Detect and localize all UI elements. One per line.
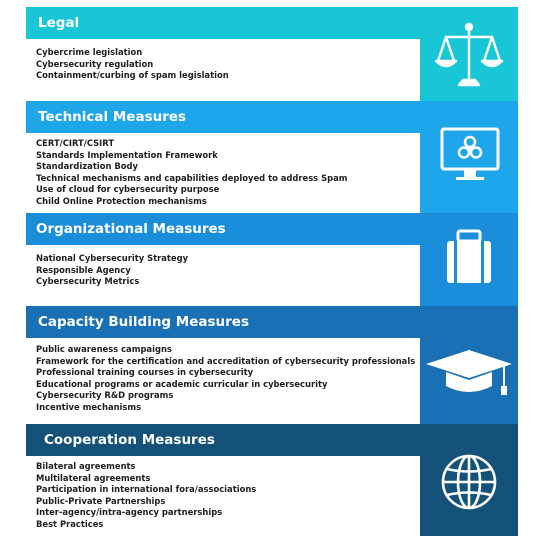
list-item: Bilateral agreements [36, 461, 136, 471]
item-list [36, 461, 256, 530]
briefcase-icon [420, 213, 518, 306]
section-legal [26, 7, 518, 101]
list-item: Cybersecurity R&D programs [36, 390, 174, 400]
biohazard-monitor-icon [420, 101, 518, 213]
list-item: Technical mechanisms and capabilities deployed to address Spam [36, 172, 348, 183]
list-item: CERT/CIRT/CSIRT [36, 138, 115, 148]
icon-panel [420, 101, 518, 213]
section-header [26, 7, 420, 39]
section-body [26, 338, 420, 424]
list-item: Inter-agency/intra-agency partnerships [36, 507, 223, 517]
section-header [26, 101, 420, 133]
section-organizational-measures [26, 213, 518, 306]
section-body [26, 133, 420, 213]
list-item: Multilateral agreements [36, 472, 151, 483]
list-item: Containment/curbing of spam legislation [36, 70, 229, 80]
section-header [26, 424, 420, 456]
section-title: Technical Measures [38, 109, 187, 125]
list-item: Cybersecurity regulation [36, 58, 154, 69]
icon-panel [420, 213, 518, 306]
section-technical-measures [26, 101, 518, 213]
list-item: Standards Implementation Framework [36, 149, 218, 160]
list-item: Standardization Body [36, 161, 138, 171]
list-item: Responsible Agency [36, 264, 131, 275]
item-list [36, 344, 415, 413]
section-title: Legal [38, 15, 80, 31]
list-item: Public awareness campaigns [36, 344, 172, 354]
section-body [26, 245, 420, 306]
section-header [26, 213, 420, 245]
list-item: Best Practices [36, 518, 104, 529]
icon-panel [420, 306, 518, 424]
list-item: Educational programs or academic curricular in cybersecurity [36, 378, 328, 389]
section-title: Organizational Measures [36, 221, 226, 237]
list-item: Child Online Protection mechanisms [36, 195, 207, 206]
graduation-cap-icon [420, 306, 518, 424]
icon-panel [420, 7, 518, 101]
item-list [36, 138, 347, 207]
list-item: Participation in international fora/associations [36, 484, 257, 494]
list-item: Cybercrime legislation [36, 47, 143, 57]
item-list [36, 253, 188, 288]
list-item: National Cybersecurity Strategy [36, 253, 189, 263]
item-list [36, 47, 229, 82]
list-item: Professional training courses in cybersecurity [36, 367, 254, 377]
icon-panel [420, 424, 518, 536]
globe-icon [420, 424, 518, 536]
section-body [26, 456, 420, 536]
section-capacity-building-measures [26, 306, 518, 424]
scales-of-justice-icon [420, 7, 518, 101]
list-item: Cybersecurity Metrics [36, 276, 140, 286]
list-item: Public-Private Partnerships [36, 495, 166, 506]
section-title: Cooperation Measures [44, 432, 215, 448]
section-body [26, 39, 420, 101]
section-header [26, 306, 420, 338]
list-item: Use of cloud for cybersecurity purpose [36, 184, 220, 194]
list-item: Incentive mechanisms [36, 401, 142, 412]
list-item: Framework for the certification and accreditation of cybersecurity professionals [36, 355, 416, 366]
section-cooperation-measures [26, 424, 518, 536]
section-title: Capacity Building Measures [38, 314, 249, 330]
